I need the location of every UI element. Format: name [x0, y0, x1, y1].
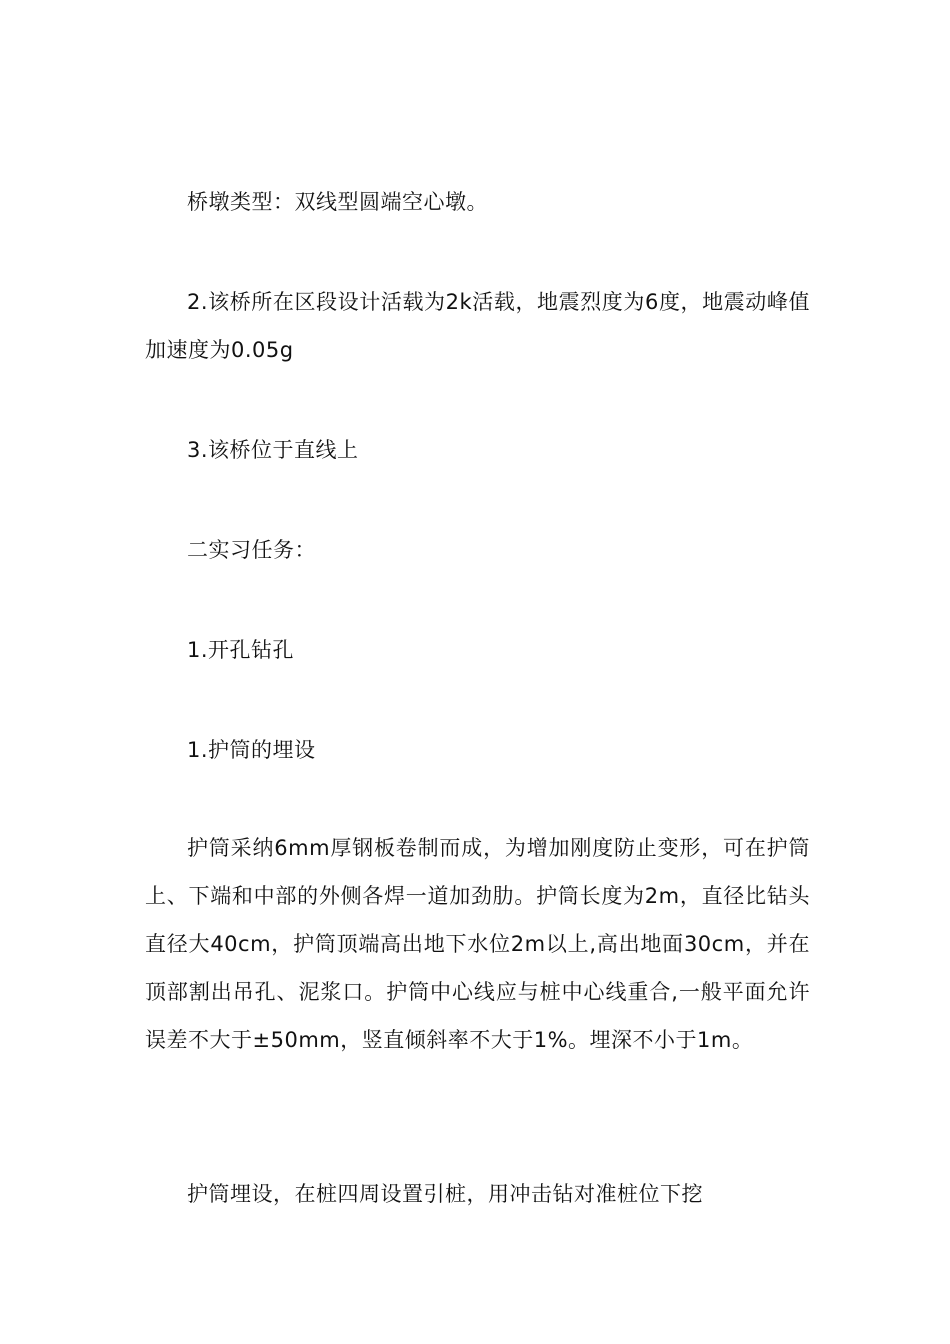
subheading-drilling: 1.开孔钻孔: [187, 638, 295, 662]
paragraph-bridge-location: 3.该桥位于直线上: [187, 438, 359, 462]
section-heading-tasks: 二实习任务：: [187, 538, 316, 562]
paragraph-design-load: 2.该桥所在区段设计活载为2k活载，地震烈度为6度，地震动峰值加速度为0.05g: [145, 290, 810, 362]
paragraph-pier-type: 桥墩类型：双线型圆端空心墩。: [187, 190, 488, 214]
paragraph-casing-installation: 护筒埋设，在桩四周设置引桩，用冲击钻对准桩位下挖: [187, 1182, 703, 1206]
subheading-casing: 1.护筒的埋设: [187, 738, 316, 762]
paragraph-casing-details: 护筒采纳6mm厚钢板卷制而成，为增加刚度防止变形，可在护筒上、下端和中部的外侧各焊一道加劲肋。护筒长度为2m，直径比钻头直径大40cm，护筒顶端高出地下水位2m以上,高出地面30cm，并在顶部割出吊孔、泥浆口。护筒中心线应与桩中心线重合,一般平面允许误差不大于±50mm，竖直倾斜率不大于1%。埋深不小于1m。: [145, 836, 810, 1052]
